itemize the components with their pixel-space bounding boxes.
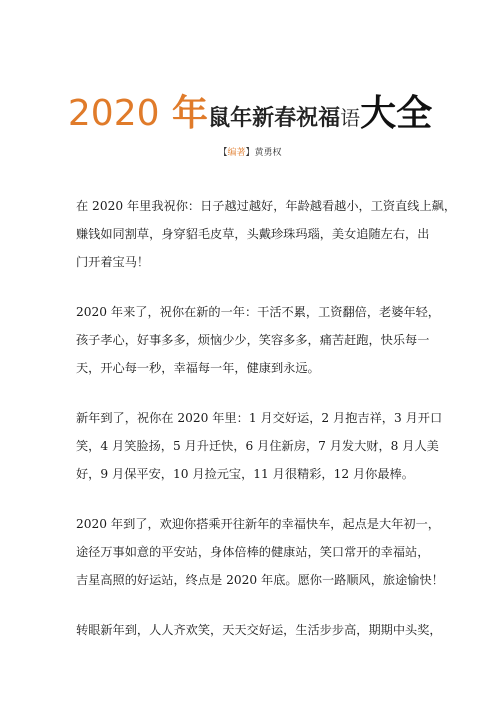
paragraph-line: 好，9 月保平安，10 月捡元宝，11 月很精彩，12 月你最棒。	[76, 467, 414, 481]
byline-close-bracket: 】	[245, 148, 255, 158]
paragraph-line: 2020 年到了，欢迎你搭乘开往新年的幸福快车，起点是大年初一，	[76, 517, 440, 531]
paragraph-line: 转眼新年到，人人齐欢笑，天天交好运，生活步步高，期期中头奖，	[76, 623, 442, 637]
paragraph-4	[76, 510, 444, 594]
paragraph-line: 2020 年来了，祝你在新的一年：干活不累，工资翻倍，老婆年轻，	[76, 305, 440, 319]
document-body	[76, 192, 457, 666]
paragraph-line: 新年到了，祝你在 2020 年里：1 月交好运，2 月抱吉祥，3 月开口	[76, 411, 443, 425]
paragraph-line: 笑，4 月笑脸扬，5 月升迁快，6 月住新房，7 月发大财，8 月人美	[76, 439, 439, 453]
title-year: 2020	[67, 93, 160, 134]
byline-open-bracket: 【	[218, 148, 228, 158]
title-big: 大全	[360, 93, 433, 134]
title-nian: 年	[159, 93, 209, 134]
byline-tag: 编著	[227, 148, 246, 158]
document-title	[0, 93, 500, 134]
paragraph-3	[76, 404, 443, 488]
paragraph-line: 吉星高照的好运站，终点是 2020 年底。愿你一路顺风，旅途愉快！	[76, 573, 444, 587]
paragraph-line: 天，开心每一秒，幸福每一年，健康到永远。	[76, 361, 320, 375]
byline	[0, 145, 500, 158]
title-yu: 语	[340, 106, 361, 130]
byline-author: 黄勇权	[254, 148, 282, 158]
paragraph-line: 在 2020 年里我祝你：日子越过越好，年龄越看越小，工资直线上飙，	[76, 199, 457, 213]
paragraph-line: 赚钱如同割草，身穿貂毛皮草，头戴珍珠玛瑙，美女追随左右，出	[76, 227, 430, 241]
paragraph-line: 途径万事如意的平安站，身体倍棒的健康站，笑口常开的幸福站，	[76, 545, 430, 559]
paragraph-1	[76, 192, 457, 276]
paragraph-line: 孩子孝心，好事多多，烦恼少少，笑容多多，痛苦赶跑，快乐每一	[76, 333, 430, 347]
paragraph-line: 门开着宝马！	[76, 255, 150, 269]
paragraph-2	[76, 298, 440, 382]
paragraph-5	[76, 616, 442, 644]
title-middle: 鼠年新春祝福	[208, 105, 341, 131]
